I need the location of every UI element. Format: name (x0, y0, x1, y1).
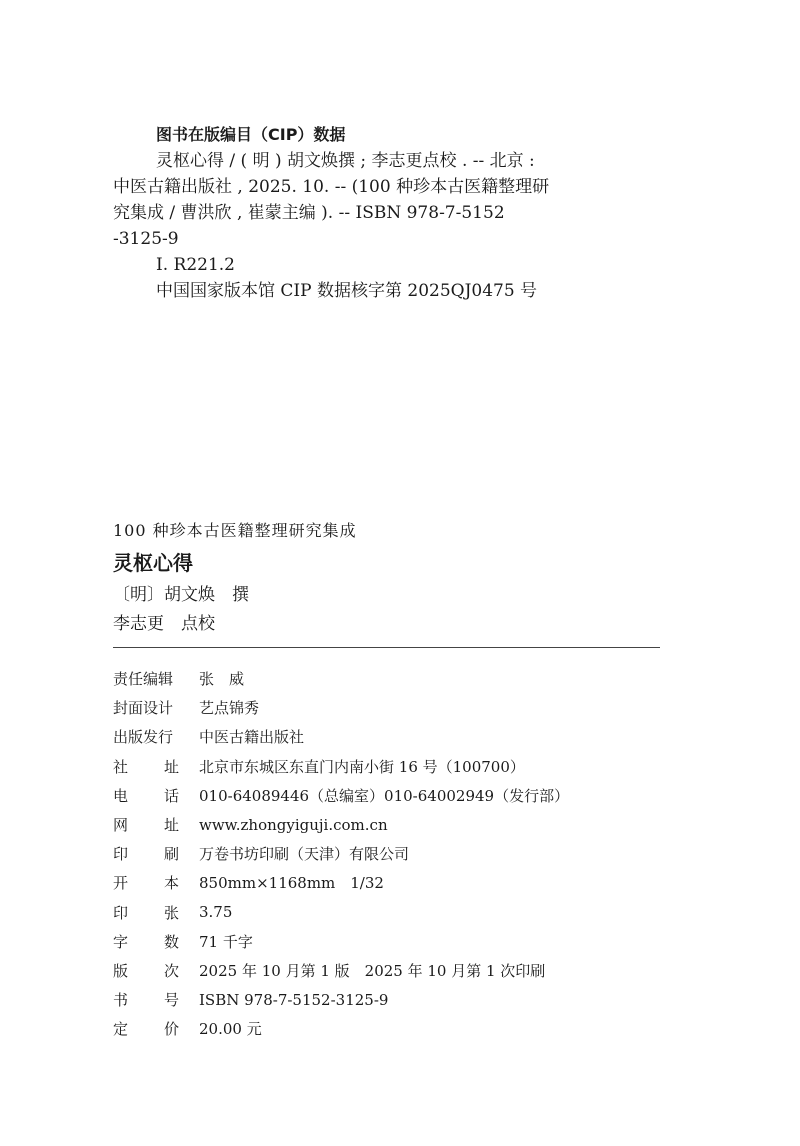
detail-value: 万卷书坊印刷（天津）有限公司 (199, 845, 410, 864)
detail-label: 出版发行 (113, 728, 174, 747)
detail-label-char: 字 (113, 932, 129, 951)
detail-label (113, 989, 179, 1010)
cip-classification: Ⅰ. R221.2 (156, 255, 235, 275)
detail-label-char: 网 (113, 816, 129, 835)
detail-row (113, 868, 569, 897)
detail-row (113, 693, 569, 722)
detail-value: www.zhongyiguji.com.cn (199, 815, 388, 834)
cip-block (113, 122, 613, 304)
book-title: 灵枢心得 (113, 551, 193, 575)
detail-value: 010-64089446（总编室）010-64002949（发行部） (199, 786, 570, 805)
cip-record-number: 中国国家版本馆 CIP 数据核字第 2025QJ0475 号 (156, 281, 538, 301)
detail-row (113, 752, 569, 781)
detail-label-char: 电 (113, 786, 129, 805)
detail-row (113, 839, 569, 868)
divider (113, 647, 660, 648)
detail-row (113, 956, 569, 985)
cip-line: -3125-9 (113, 229, 179, 249)
detail-label: 封面设计 (113, 699, 174, 718)
detail-label-char: 本 (163, 874, 179, 893)
cip-line: 灵枢心得 / ( 明 ) 胡文焕撰 ; 李志更点校 . -- 北京 : (156, 151, 535, 171)
publication-details (113, 664, 569, 1043)
detail-label-char: 社 (113, 757, 129, 776)
detail-label-char: 数 (163, 932, 179, 951)
cip-line: 中医古籍出版社 , 2025. 10. -- (100 种珍本古医籍整理研 (113, 177, 550, 197)
detail-label-char: 定 (113, 1020, 129, 1039)
detail-value: 71 千字 (199, 932, 253, 951)
author-line: 〔明〕胡文焕 撰 (113, 585, 249, 605)
detail-value: 3.75 (199, 903, 233, 922)
detail-value: 20.00 元 (199, 1020, 262, 1039)
detail-label-char: 印 (113, 845, 129, 864)
detail-row (113, 722, 569, 751)
detail-label-char: 印 (113, 903, 129, 922)
cip-line: 究集成 / 曹洪欣 , 崔蒙主编 ). -- ISBN 978-7-5152 (113, 203, 505, 223)
detail-label (113, 814, 179, 835)
detail-label-char: 版 (113, 961, 129, 980)
detail-label-char: 址 (163, 816, 179, 835)
detail-label (113, 843, 179, 864)
editor-line: 李志更 点校 (113, 614, 215, 634)
detail-label (113, 785, 179, 806)
detail-value: 北京市东城区东直门内南小街 16 号（100700） (199, 757, 525, 776)
detail-label (113, 756, 179, 777)
detail-label (113, 902, 179, 923)
detail-label (113, 872, 179, 893)
detail-row (113, 1014, 569, 1043)
detail-label-char: 张 (163, 903, 179, 922)
detail-value: ISBN 978-7-5152-3125-9 (199, 990, 389, 1009)
detail-value: 2025 年 10 月第 1 版 2025 年 10 月第 1 次印刷 (199, 961, 546, 980)
detail-label: 责任编辑 (113, 670, 174, 689)
detail-label-char: 号 (163, 991, 179, 1010)
detail-value: 850mm×1168mm 1/32 (199, 874, 384, 893)
detail-label-char: 刷 (163, 845, 179, 864)
cip-heading: 图书在版编目（CIP）数据 (156, 125, 346, 144)
detail-label-char: 址 (163, 757, 179, 776)
detail-label-char: 开 (113, 874, 129, 893)
series-name: 100 种珍本古医籍整理研究集成 (113, 521, 357, 540)
detail-row (113, 810, 569, 839)
detail-value: 艺点锦秀 (199, 699, 260, 718)
detail-label (113, 960, 179, 981)
detail-value: 张 威 (199, 670, 245, 689)
detail-label-char: 书 (113, 991, 129, 1010)
detail-label-char: 话 (163, 786, 179, 805)
detail-label (113, 931, 179, 952)
detail-label-char: 价 (163, 1020, 179, 1039)
detail-row (113, 985, 569, 1014)
detail-label (113, 1018, 179, 1039)
detail-label-char: 次 (163, 961, 179, 980)
detail-row (113, 664, 569, 693)
detail-value: 中医古籍出版社 (199, 728, 305, 747)
detail-row (113, 781, 569, 810)
detail-row (113, 898, 569, 927)
detail-row (113, 927, 569, 956)
